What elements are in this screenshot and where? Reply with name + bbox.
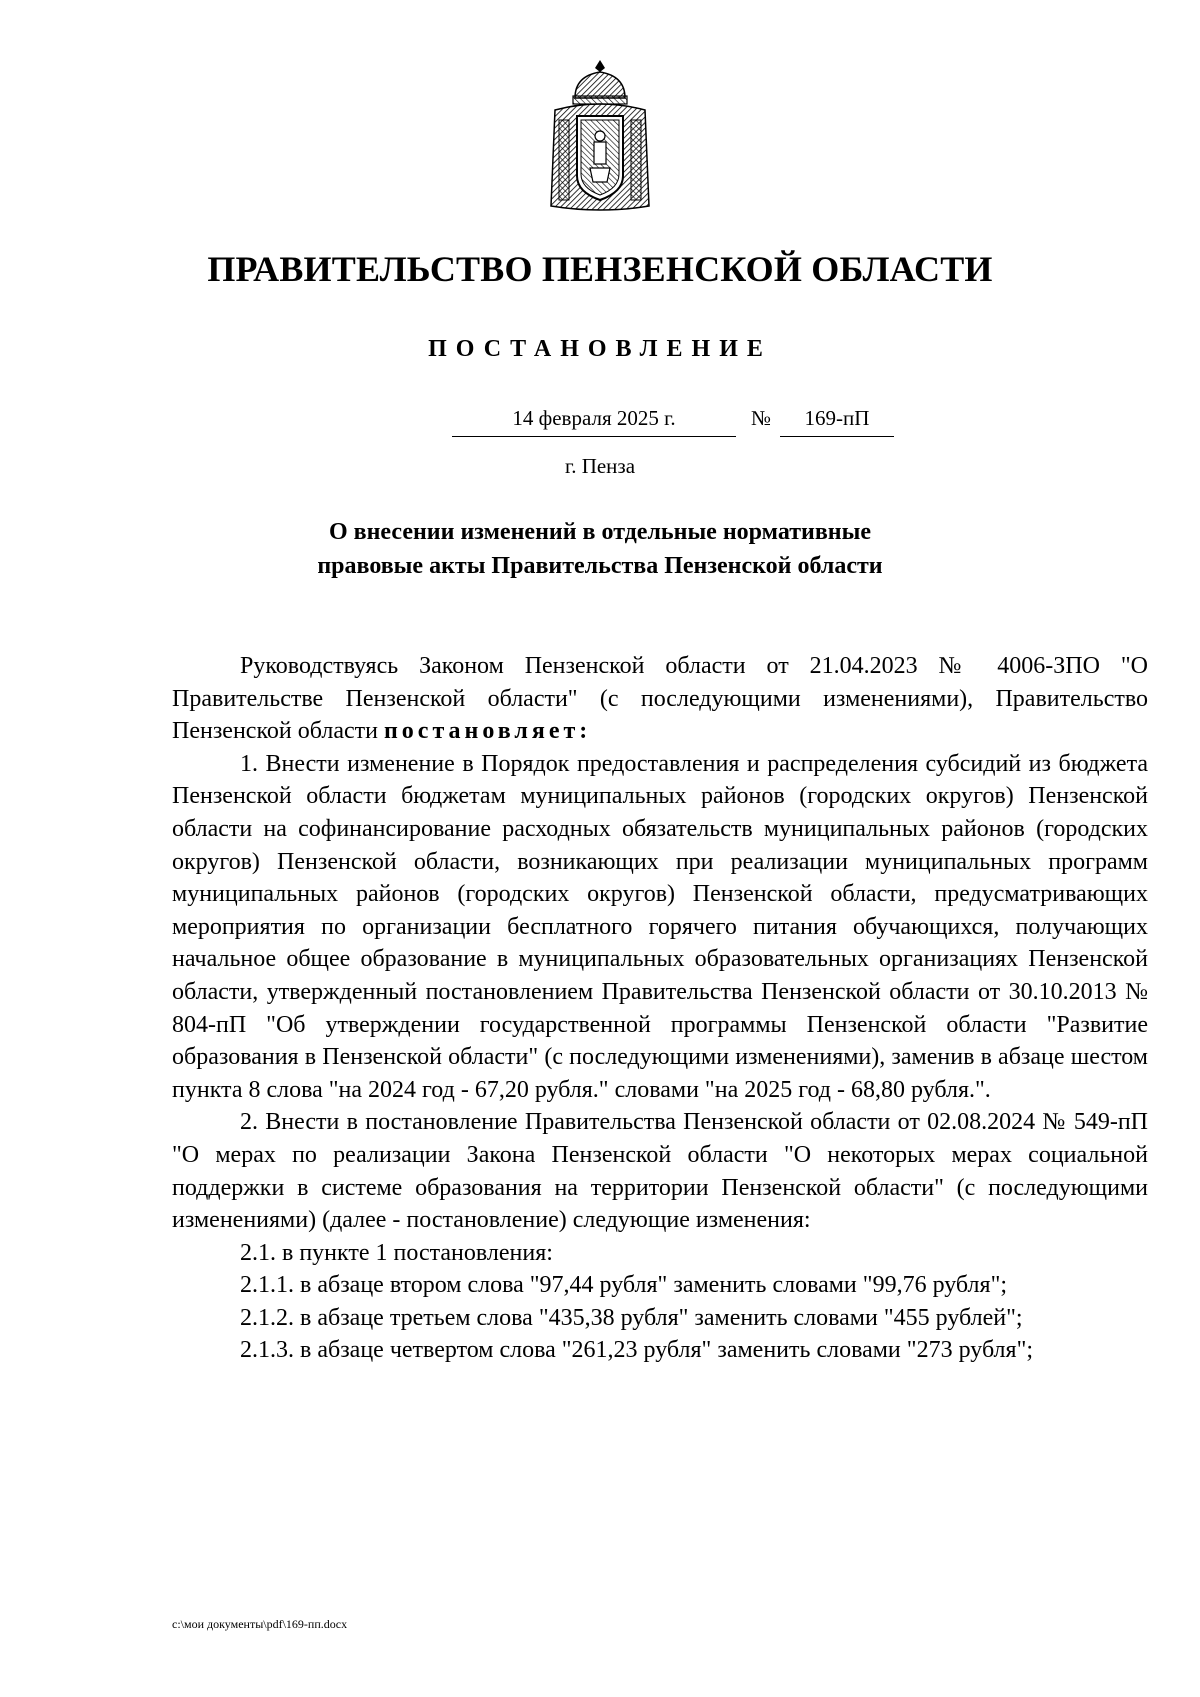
number-sign: № [750, 406, 772, 430]
intro-text: Руководствуясь Законом Пензенской области от 21.04.2023 № 4006-ЗПО "О Правительстве Пензенской области" (с последующими изменениями), Правительство Пензенской области [172, 653, 1148, 745]
file-path: c:\мои документы\pdf\169-пп.docx [172, 1617, 348, 1631]
document-type: ПОСТАНОВЛЕНИЕ [428, 336, 772, 362]
paragraph-2-1: 2.1. в пункте 1 постановления: [240, 1239, 553, 1266]
subject-line-1: О внесении изменений в отдельные нормативные [328, 519, 872, 545]
paragraph-2-1-2: 2.1.2. в абзаце третьем слова "435,38 рубля" заменить словами "455 рублей"; [240, 1304, 1023, 1331]
document-number: 169-пП [780, 406, 894, 437]
paragraph-1: 1. Внести изменение в Порядок предоставления и распределения субсидий из бюджета Пензенской области бюджетам муниципальных районов (городских округов) Пензенской области на софинансирование расходных обязательств муниципальных районов (городских округов) Пензенской области, возникающих при реализации муниципальных программ муниципальных районов (городских округов) Пензенской области, предусматривающих мероприятия по организации бесплатного горячего питания обучающихся, получающих начальное общее образование в муниципальных образовательных организациях Пензенской области, утвержденный постановлением Правительства Пензенской области от 30.10.2013 № 804-пП "Об утверждении государственной программы Пензенской области "Развитие образования в Пензенской области" (с последующими изменениями), заменив в абзаце шестом пункта 8 слова "на 2024 год - 67,20 рубля." словами "на 2025 год - 68,80 рубля.". [172, 750, 1148, 1103]
paragraph-2-1-1: 2.1.1. в абзаце втором слова "97,44 рубля" заменить словами "99,76 рубля"; [240, 1272, 1008, 1299]
paragraph-2-1-3: 2.1.3. в абзаце четвертом слова "261,23 рубля" заменить словами "273 рубля"; [240, 1337, 1034, 1364]
paragraph-2: 2. Внести в постановление Правительства Пензенской области от 02.08.2024 № 549-пП "О мерах по реализации Закона Пензенской области "О некоторых мерах социальной поддержки в системе образования на территории Пензенской области" (с последующими изменениями) (далее - постановление) следующие изменения: [172, 1109, 1148, 1234]
document-subject [250, 515, 950, 583]
organization-title: ПРАВИТЕЛЬСТВО ПЕНЗЕНСКОЙ ОБЛАСТИ [207, 249, 993, 289]
coat-of-arms-icon [545, 58, 655, 216]
city: г. Пенза [564, 454, 636, 478]
subject-line-2: правовые акты Правительства Пензенской области [317, 553, 883, 579]
intro-paragraph [172, 650, 1148, 748]
document-body [172, 650, 1148, 1367]
decree-word: постановляет: [383, 718, 592, 745]
document-date: 14 февраля 2025 г. [452, 406, 736, 437]
